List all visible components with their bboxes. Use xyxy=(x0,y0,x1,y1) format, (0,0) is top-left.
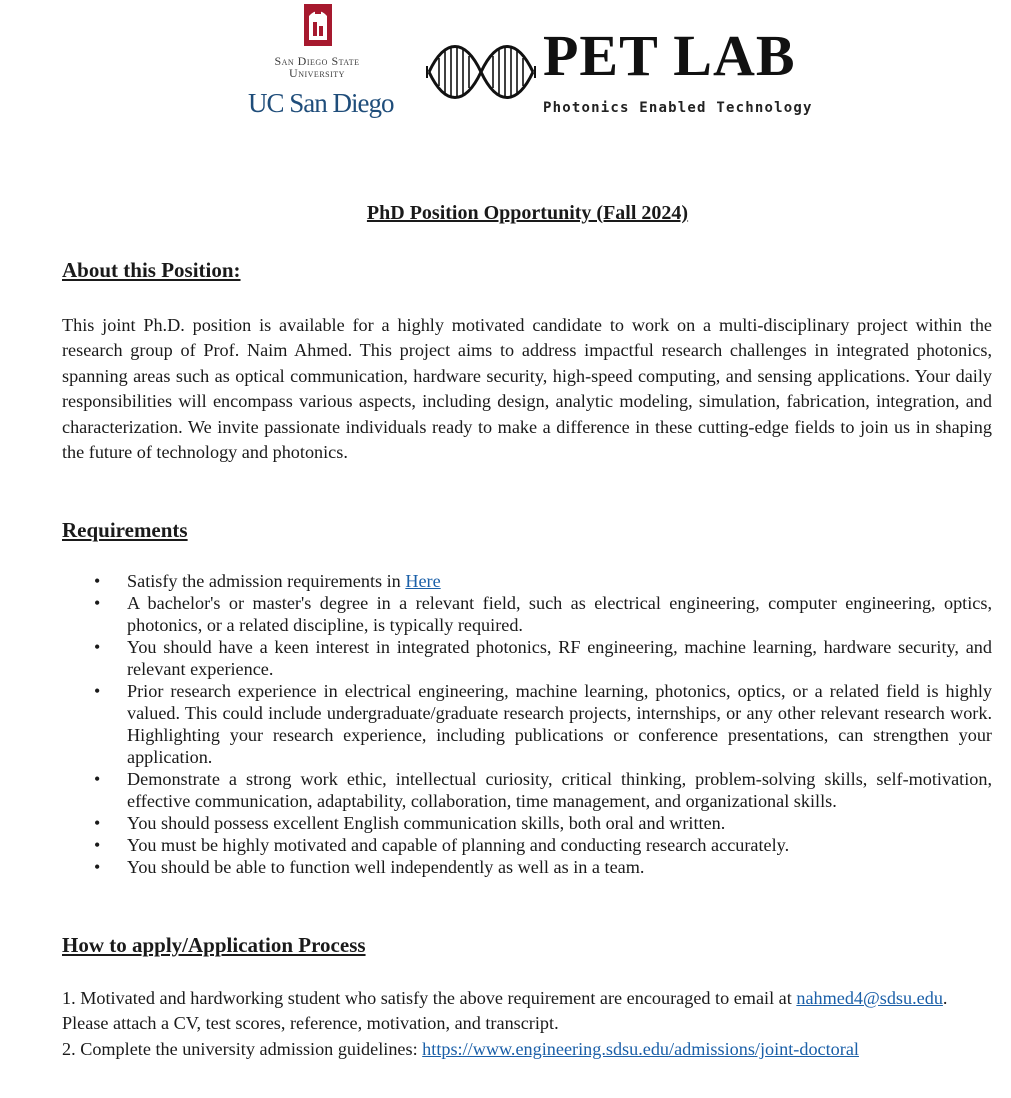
list-item: • You should have a keen interest in integrated photonics, RF engineering, machine learning, hardware security, and relevant experience. xyxy=(62,636,992,680)
lab-tagline: Photonics Enabled Technology xyxy=(543,100,813,116)
list-item: • You should possess excellent English communication skills, both oral and written. xyxy=(62,812,992,834)
list-item: • Prior research experience in electrical engineering, machine learning, photonics, optics, or a related field is highly valued. This could include undergraduate/graduate research projects, internships, or any other relevant research work. Highlighting your research experience, including publications or conference presentations, can strengthen your application. xyxy=(62,680,992,768)
pet-lab-dna-logo xyxy=(425,32,537,112)
document-title: PhD Position Opportunity (Fall 2024) xyxy=(366,202,689,224)
list-item: • Satisfy the admission requirements in Here xyxy=(62,570,992,592)
apply-step-2: 2. Complete the university admission guidelines: https://www.engineering.sdsu.edu/admissions/joint-doctoral xyxy=(62,1038,859,1059)
about-paragraph: This joint Ph.D. position is available for a highly motivated candidate to work on a multi-disciplinary project within the research group of Prof. Naim Ahmed. This project aims to address impactful research challenges in integrated photonics, spanning areas such as optical communication, hardware security, high-speed computing, and sensing applications. Your daily responsibilities will encompass various aspects, including design, analytic modeling, simulation, fabrication, integration, and characterization. We invite passionate individuals ready to make a difference in these cutting-edge fields to join us in shaping the future of technology and photonics. xyxy=(62,315,992,463)
list-item: • You must be highly motivated and capable of planning and conducting research accurately. xyxy=(62,834,992,856)
application-steps xyxy=(62,986,992,1062)
about-heading: About this Position: xyxy=(62,258,241,282)
apply-step-1: 1. Motivated and hardworking student who satisfy the above requirement are encouraged to email at nahmed4@sdsu.edu. Please attach a CV, test scores, reference, motivation, and transcript. xyxy=(62,988,948,1034)
apply-heading: How to apply/Application Process xyxy=(62,933,366,957)
document-header xyxy=(0,0,1011,150)
list-item: • A bachelor's or master's degree in a relevant field, such as electrical engineering, computer engineering, optics, photonics, or a related discipline, is typically required. xyxy=(62,592,992,636)
ucsd-wordmark: UC San Diego xyxy=(248,88,394,118)
sdsu-wordmark: San Diego State University xyxy=(274,54,360,80)
contact-email-link[interactable]: nahmed4@sdsu.edu xyxy=(796,988,943,1008)
list-item: • Demonstrate a strong work ethic, intellectual curiosity, critical thinking, problem-solving skills, self-motivation, effective communication, adaptability, collaboration, time management, and organizational skills. xyxy=(62,768,992,812)
admission-requirements-link[interactable]: Here xyxy=(405,571,441,591)
requirements-heading: Requirements xyxy=(62,518,188,542)
list-item: • You should be able to function well independently as well as in a team. xyxy=(62,856,992,878)
sdsu-seal-logo xyxy=(302,2,334,48)
lab-title: PET LAB xyxy=(543,23,796,88)
requirements-list xyxy=(62,570,992,878)
admission-guidelines-link[interactable]: https://www.engineering.sdsu.edu/admissions/joint-doctoral xyxy=(422,1038,859,1059)
